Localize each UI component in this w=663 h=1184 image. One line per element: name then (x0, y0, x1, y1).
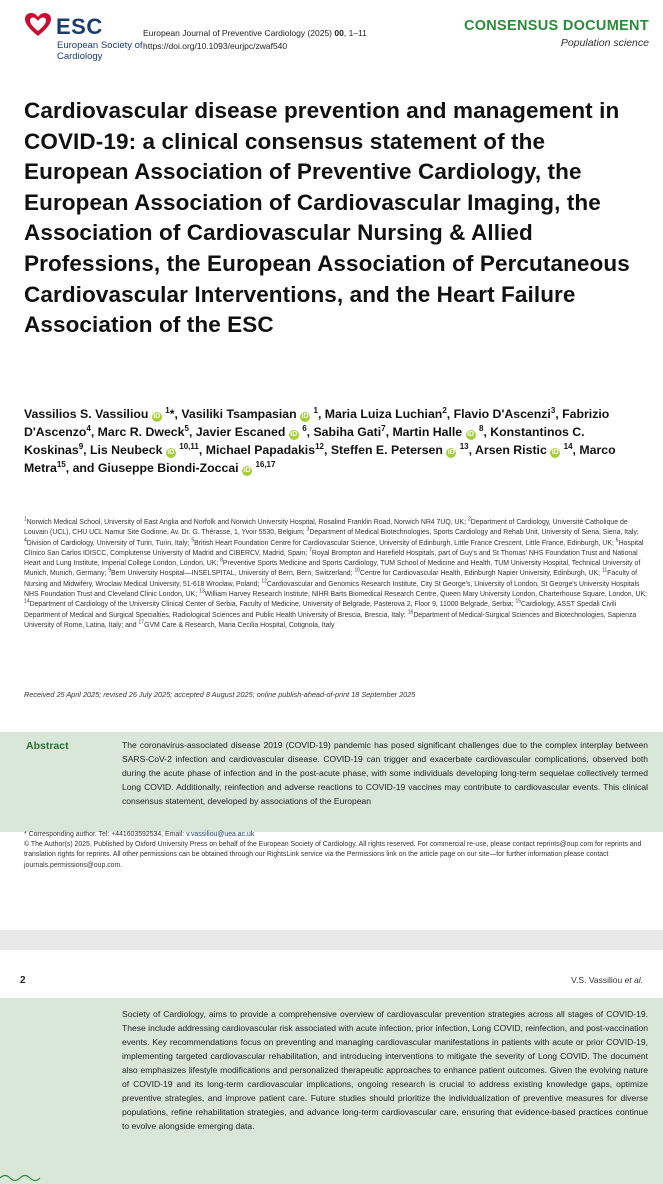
affiliation-text: Department of Medical Biotechnologies, Sports Cardiology and Rehab Unit, University of Siena, Siena, Italy; (309, 529, 639, 537)
document-type-label: CONSENSUS DOCUMENT (463, 18, 649, 34)
author-name: Martin Halle (392, 425, 463, 439)
author-name: Lis Neubeck (89, 443, 163, 457)
author-name: Vassilios S. Vassiliou (24, 407, 149, 421)
affiliation-marker: 8 (478, 423, 484, 433)
affiliation-marker: 14 (563, 441, 573, 451)
author-name: Maria Luiza Luchian (324, 407, 443, 421)
page-2 (0, 950, 663, 1184)
affiliation-marker: 6 (302, 423, 307, 433)
orcid-icon[interactable]: iD (467, 431, 475, 438)
copyright-note: © The Author(s) 2025. Published by Oxford University Press on behalf of the European Society of Cardiology. All rights reserved. For commercial re-use, please contact reprints@oup.com for reprints and translation rights for reprints. All other permissions can be obtained through our RightsLink service via the Permissions link on the article page on our site—for further information please contact journals.permissions@oup.com. (24, 841, 642, 869)
abstract-heading: Abstract (26, 740, 69, 752)
email-link[interactable]: v.vassiliou@uea.ac.uk (186, 831, 255, 838)
heart-icon (24, 12, 52, 38)
affiliation-number: 5 (191, 537, 195, 544)
author-separator: , (317, 407, 325, 421)
logo-subtitle: European Society of Cardiology (57, 40, 143, 62)
affiliation-marker: 2 (442, 405, 447, 415)
author[interactable] (196, 425, 314, 439)
affiliation-text: GVM Care & Research, Maria Cecilia Hospital, Cotignola, Italy (144, 621, 335, 629)
doi-link[interactable]: https://doi.org/10.1093/eurjpc/zwaf540 (143, 41, 288, 51)
journal-pages: , 1–11 (343, 28, 367, 38)
author-name: Javier Escaned (195, 425, 286, 439)
author[interactable] (454, 407, 563, 421)
affiliation-number: 3 (306, 527, 310, 533)
affiliation-text: Department of Cardiology of the University Clinical Center of Serbia, Faculty of Medicine, University of Belgrade, Pasterova 2, Floor 9, 11000 Belgrade, Serbia; (29, 601, 516, 609)
journal-citation (143, 27, 367, 40)
author-name: Vasiliki Tsampasian (181, 407, 297, 421)
author[interactable] (24, 407, 181, 421)
affiliations (24, 518, 649, 631)
affiliation-number: 8 (220, 557, 223, 564)
affiliation-marker: 1 (165, 405, 170, 415)
affiliation-number: 17 (138, 619, 145, 626)
running-head-author: V.S. Vassiliou (571, 975, 625, 985)
affiliation-text: William Harvey Research Institute, NIHR Barts Biomedical Research Centre, Queen Mary University London, Charterhouse Square, London, UK; (204, 591, 647, 599)
affiliation-number: 1 (24, 516, 27, 523)
affiliation-number: 12 (261, 578, 267, 585)
affiliation-number: 7 (309, 547, 312, 554)
author-separator: , (188, 425, 196, 439)
affiliation-text: Department of Cardiology, Université Catholique de Louvain (UCL), CHU UCL Namur Site Godinne, Av. Dr. G. Thérasse, 1, Yvoir 5530, Belgium; (24, 519, 628, 537)
orcid-icon[interactable]: iD (153, 413, 161, 420)
affiliation-marker: 1 (313, 405, 318, 415)
orcid-icon[interactable]: iD (301, 413, 309, 420)
author[interactable] (73, 461, 276, 475)
affiliation-number: 9 (108, 568, 112, 575)
orcid-icon[interactable]: iD (167, 449, 175, 456)
author[interactable] (475, 443, 579, 457)
author-name: Flavio D'Ascenzi (453, 407, 551, 421)
affiliation-number: 10 (354, 568, 361, 575)
affiliation-text: Division of Cardiology, University of Turin, Turin, Italy; (26, 539, 192, 547)
author-name: Konstantinos C. Koskinas (24, 425, 585, 457)
author-separator: , (385, 425, 393, 439)
author-separator: , (483, 425, 491, 439)
author[interactable] (325, 407, 454, 421)
affiliation-text: British Heart Foundation Centre for Cardiovascular Science, University of Edinburgh, Little France Crescent, Little France, Edinburgh, UK; (194, 539, 616, 547)
author-name: Steffen E. Petersen (330, 443, 443, 457)
affiliation-text: Bern University Hospital—INSELSPITAL, University of Bern, Bern, Switzerland; (111, 570, 355, 578)
orcid-icon[interactable]: iD (243, 467, 251, 474)
affiliation-marker: 3 (550, 405, 556, 415)
author-separator: , (90, 425, 98, 439)
affiliation-marker: 13 (459, 441, 469, 451)
affiliation-text: Faculty of Nursing and Midwifery, Wroclaw Medical University, 51-618 Wrocław, Poland; (24, 570, 638, 588)
orcid-icon[interactable]: iD (551, 449, 559, 456)
author-name: Fabrizio D'Ascenzo (24, 407, 610, 439)
footnotes (24, 830, 649, 871)
journal-name: European Journal of Preventive Cardiology (2025) (143, 28, 333, 38)
abstract-section (0, 732, 663, 832)
author-name: and Giuseppe Biondi-Zoccai (72, 461, 239, 475)
author-separator: , (323, 443, 331, 457)
affiliation-text: Preventive Sports Medicine and Sports Cardiology, TUM School of Medicine and Health, TUM University Hospital, Technical University of Munich, Munich, Germany; (24, 560, 641, 578)
affiliation-number: 15 (515, 599, 522, 606)
running-head-etal: et al. (624, 975, 643, 985)
affiliation-marker: 4 (86, 423, 91, 433)
author[interactable] (392, 425, 490, 439)
author-separator: , (83, 443, 90, 457)
author[interactable] (331, 443, 475, 457)
orcid-icon[interactable]: iD (290, 431, 298, 438)
author[interactable] (313, 425, 392, 439)
affiliation-text: Norwich Medical School, University of East Anglia and Norfolk and Norwich University Hospital, Rosalind Franklin Road, Norwich NR4 7UQ, UK; (26, 519, 468, 526)
abstract-continued-section (0, 998, 663, 1184)
affiliation-text: Department of Medical-Surgical Sciences and Biotechnologies, Sapienza University of Rome, Latina, Italy; and (24, 611, 637, 629)
affiliation-text: Royal Brompton and Harefield Hospitals, part of Guy's and St Thomas' NHS Foundation Trust and National Heart and Lung Institute, Imperial College London, London, UK; (24, 549, 638, 568)
esc-logo[interactable] (24, 10, 144, 66)
document-type (464, 18, 649, 49)
author-separator: , (306, 425, 314, 439)
author-list (24, 405, 624, 477)
author-separator: , (572, 443, 580, 457)
author-name: Arsen Ristic (475, 443, 547, 457)
affiliation-number: 13 (199, 588, 205, 595)
affiliation-number: 2 (467, 516, 471, 523)
affiliation-marker: 12 (315, 441, 324, 451)
affiliation-number: 4 (24, 537, 27, 544)
author-separator: , (198, 443, 206, 457)
affiliation-text: Centre for Cardiovascular Health, Edinburgh Napier University, Edinburgh, UK; (360, 570, 602, 578)
author-separator: , (468, 443, 476, 457)
author-name: Marco Metra (24, 443, 616, 475)
section-label: Population science (560, 37, 649, 49)
affiliation-marker: 10,11 (179, 441, 199, 451)
affiliation-number: 11 (601, 568, 608, 575)
author-name: Sabiha Gati (313, 425, 382, 439)
affiliation-text: Cardiovascular and Genomics Research Institute, City St George's, University of London, St George's University Hospitals NHS Foundation Trust and Cleveland Clinic London, UK; (24, 580, 640, 599)
author-separator: , (555, 407, 563, 421)
abstract-text: The coronavirus-associated disease 2019 (COVID-19) pandemic has posed significant challenges due to the complex interplay between SARS-CoV-2 infection and cardiovascular disease. COVID-19 can trigger and exacerbate cardiovascular complications, observed both during the acute phase of infection and in the post-acute phase, with some individuals developing long-term sequelae collectively termed Long COVID. Additionally, reinfection and adverse reactions to COVID-19 vaccines may contribute to cardiovascular events. This clinical consensus statement, developed by associations of the European (122, 740, 648, 806)
affiliation-marker: 15 (56, 459, 66, 469)
author-separator: , (446, 407, 454, 421)
author[interactable] (206, 443, 331, 457)
affiliation-marker: 5 (184, 423, 189, 433)
corresponding-author-text: * Corresponding author. Tel: +441603592534, Email: (24, 831, 187, 838)
journal-info (143, 27, 367, 53)
journal-volume: 00 (334, 28, 344, 38)
affiliation-number: 16 (407, 609, 414, 616)
affiliation-text: Cardiology, ASST Spedali Civili Department of Medical and Surgical Specialties, Radiological Sciences and Public Health University of Brescia, Brescia, Italy; (24, 601, 617, 619)
affiliation-number: 14 (24, 599, 30, 606)
logo-text: ESC (56, 14, 103, 39)
author-separator: , (174, 407, 182, 421)
publication-dates: Received 25 April 2025; revised 26 July 2025; accepted 8 August 2025; online publish-ahead-of-print 18 September 2025 (24, 690, 416, 699)
affiliation-marker: 16,17 (255, 459, 276, 469)
affiliation-marker: 9 (78, 441, 84, 451)
author[interactable] (90, 443, 206, 457)
corresponding-author-note (24, 830, 649, 840)
author-separator: , (65, 461, 73, 475)
author[interactable] (181, 407, 324, 421)
affiliation-text: Hospital Clínico San Carlos IDISCC, Complutense University of Madrid and CIBERCV, Madrid, Spain; (24, 539, 644, 557)
decorative-wave-icon (0, 1173, 44, 1183)
author-name: Marc R. Dweck (97, 425, 185, 439)
author-name: Michael Papadakis (205, 443, 316, 457)
running-head (571, 975, 643, 985)
orcid-icon[interactable]: iD (447, 449, 455, 456)
affiliation-marker: 7 (381, 423, 386, 433)
corresponding-marker: * (169, 407, 175, 421)
article-title: Cardiovascular disease prevention and management in COVID-19: a clinical consensus statement of the European Association of Preventive Cardiology, the European Association of Cardiovascular Imaging, the Association of Cardiovascular Nursing & Allied Professions, the European Association of Percutaneous Cardiovascular Interventions, and the Heart Failure Association of the ESC (24, 98, 630, 338)
page-number: 2 (20, 975, 26, 986)
author[interactable] (98, 425, 196, 439)
affiliation-number: 6 (615, 537, 619, 544)
abstract-continued-text: Society of Cardiology, aims to provide a comprehensive overview of cardiovascular prevention strategies across all stages of COVID-19. These include addressing cardiovascular risk associated with acute infection, prior infection, Long COVID, reinfection, and post-vaccination events. Key recommendations focus on preventing and managing cardiovascular manifestations in patients with acute or prior COVID-19, implementing targeted cardiovascular rehabilitation, and introducing interventions to mitigate the severity of Long COVID. The document also emphasizes lifestyle modifications and personalized therapeutic approaches to enhance patient outcomes. Given the evolving nature of COVID-19 and its long-term cardiovascular implications, ongoing research is crucial to address existing knowledge gaps, optimize preventive strategies, and improve patient care. Future studies should prioritize the individualization of preventive measures for diverse populations, refine rehabilitation strategies, and advance long-term cardiovascular care, ensuring that evidence-based practices continue to evolve alongside emerging data. (122, 1009, 648, 1131)
